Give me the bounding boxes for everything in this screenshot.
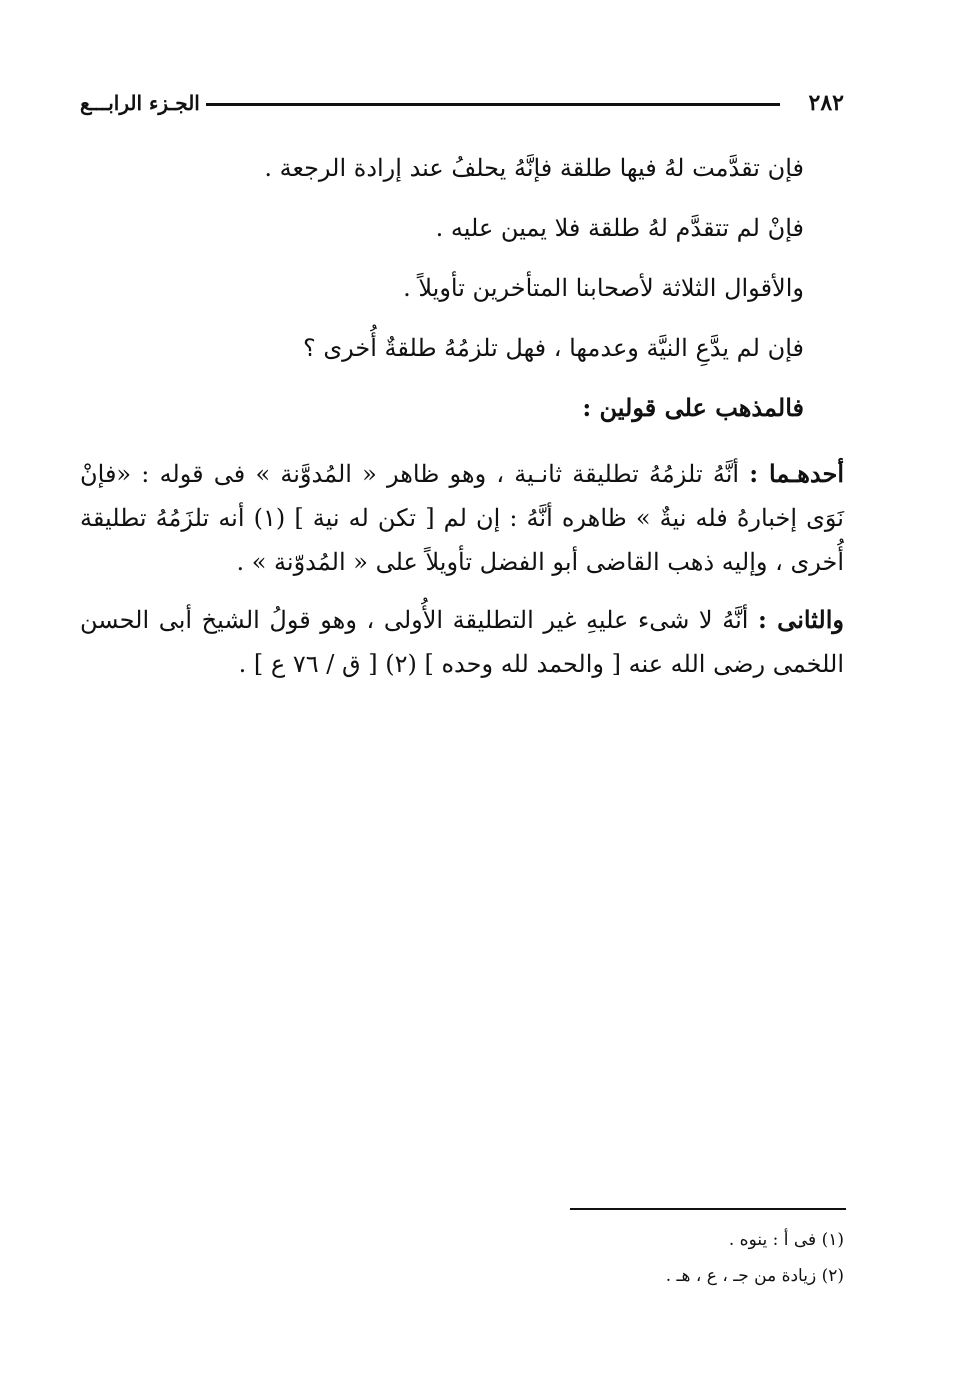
body-line: فإن تقدَّمت لهُ فيها طلقة فإنَّهُ يحلفُ عند إرادة الرجعة . [264, 154, 804, 182]
footnotes [344, 1222, 844, 1294]
footnote-rule [570, 1208, 846, 1210]
page-header [80, 88, 844, 122]
page-number: ٢٨٢ [808, 90, 844, 116]
paragraph-second-opinion [80, 598, 844, 686]
header-rule [206, 103, 780, 106]
footnote: (١) فى أ : ينوه . [728, 1230, 844, 1250]
footnote: (٢) زيادة من جـ ، ع ، هـ . [665, 1266, 844, 1286]
paragraph-text: أنَّهُ تلزمُهُ تطليقة ثانـية ، وهو ظاهر « المُدوَّنة » فى قوله : «فإنْ نَوَى إخبارهُ فله نيةٌ » ظاهره أنَّهُ : إن لم [ تكن له نية ] (١) أنه تلزَمُهُ تطليقة أُخرى ، وإليه ذهب القاضى أبو الفضل تأويلاً على « المُدوّنة » . [80, 460, 844, 576]
body-text [80, 138, 844, 686]
section-heading: فالمذهب على قولين : [582, 393, 804, 422]
running-title: الجـزء الرابـــع [80, 91, 200, 115]
body-line: والأقوال الثلاثة لأصحابنا المتأخرين تأويلاً . [403, 274, 804, 302]
body-line: فإنْ لم تتقدَّم لهُ طلقة فلا يمين عليه . [435, 214, 804, 242]
paragraph-lead: والثانى : [758, 605, 844, 634]
paragraph-text: أنَّهُ لا شىء عليهِ غير التطليقة الأُولى ، وهو قولُ الشيخ أبى الحسن اللخمى رضى الله عنه [ والحمد لله وحده ] (٢) [ ق / ٧٦ ع ] . [80, 606, 844, 678]
paragraph-first-opinion [80, 452, 844, 584]
body-line: فإن لم يدَّعِ النيَّة وعدمها ، فهل تلزمُهُ طلقةٌ أُخرى ؟ [302, 334, 804, 362]
paragraph-lead: أحدهـما : [749, 459, 844, 488]
